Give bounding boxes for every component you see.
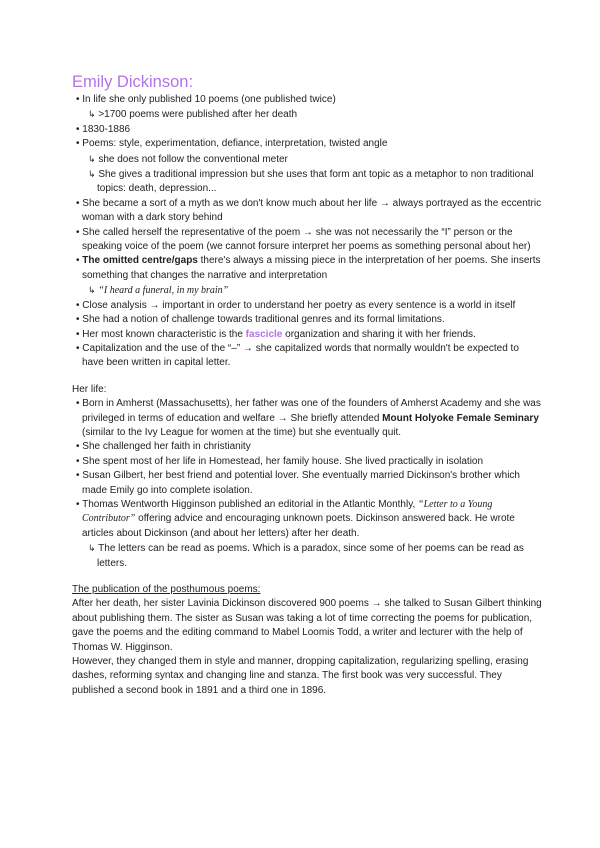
paragraph: However, they changed them in style and manner, dropping capitalization, regularizing spelling, erasing dashes, reforming syntax and changing line and stanza. The first book was very successful. They published a second book in 1891 and a third one in 1896. bbox=[72, 656, 529, 696]
list-item: • Poems: style, experimentation, defiance, interpretation, twisted angle bbox=[76, 138, 388, 150]
list-item: • The omitted centre/gaps there's always a missing piece in the interpretation of her poems. She inserts something that changes the narrative and interpretation bbox=[76, 255, 541, 281]
sub-arrow-icon: ↳ bbox=[88, 543, 96, 554]
section-heading: The publication of the posthumous poems: bbox=[72, 584, 261, 595]
list-item: • She became a sort of a myth as we don't know much about her life → always portrayed as the eccentric woman with a dark story behind bbox=[76, 197, 542, 224]
list-item: • She challenged her faith in christianity bbox=[76, 441, 251, 453]
list-item: • Born in Amherst (Massachusetts), her father was one of the founders of Amherst Academy and she was privileged in terms of education and welfare → She briefly attended Mount Holyoke Female Seminary (similar to the Ivy League for women at the time) but she eventually quit. bbox=[76, 398, 541, 438]
list-item: • Thomas Wentworth Higginson published an editorial in the Atlantic Monthly, “Letter to a Young Contributor” offering advice and encouraging unknown poets. Dickinson answered back. He wrote articles about Dickinson (and about her letters) after her death. bbox=[76, 498, 515, 539]
sub-arrow-icon: ↳ bbox=[88, 285, 96, 296]
sub-arrow-icon: ↳ bbox=[88, 169, 96, 180]
section-heading: Her life: bbox=[72, 383, 107, 395]
quote: “I heard a funeral, in my brain” bbox=[98, 285, 229, 297]
list-item: • She had a notion of challenge towards traditional genres and its formal limitations. bbox=[76, 314, 445, 326]
list-item: • Her most known characteristic is the fascicle organization and sharing it with her friends. bbox=[76, 328, 476, 340]
list-item: • Close analysis → important in order to understand her poetry as every sentence is a world in itself bbox=[76, 299, 516, 311]
list-item: • Capitalization and the use of the “–” → she capitalized words that normally wouldn't be expected to have been written in capital letter. bbox=[76, 342, 519, 369]
sub-list-item: ↳ >1700 poems were published after her death bbox=[88, 109, 298, 121]
notes-content bbox=[72, 93, 542, 698]
bold-term: The omitted centre/gaps bbox=[82, 255, 198, 267]
sub-list-item: ↳ The letters can be read as poems. Which is a paradox, since some of her poems can be read as letters. bbox=[88, 543, 524, 569]
sub-list-item: ↳ she does not follow the conventional meter bbox=[88, 153, 288, 165]
sub-list-item bbox=[72, 283, 542, 298]
sub-list-item: ↳ She gives a traditional impression but she uses that form ant topic as a metaphor to non traditional topics: death, depression... bbox=[88, 169, 534, 195]
list-item: • She called herself the representative of the poem → she was not necessarily the “I” person or the speaking voice of the poem (we cannot forsure interpret her poems as something personal about her) bbox=[76, 226, 531, 253]
sub-arrow-icon: ↳ bbox=[88, 109, 96, 120]
paragraph: After her death, her sister Lavinia Dickinson discovered 900 poems → she talked to Susan Gilbert thinking about publishing them. The sister as Susan was taking a lot of time correcting the poems for publication, gave the poems and the editing command to Mabel Loomis Todd, a writer and lecturer with the help of Thomas W. Higginson. bbox=[72, 598, 542, 653]
list-item: • She spent most of her life in Homestead, her family house. She lived practically in isolation bbox=[76, 455, 484, 467]
bold-term: Mount Holyoke Female Seminary bbox=[382, 412, 539, 424]
list-item: • Susan Gilbert, her best friend and potential lover. She eventually married Dickinson's brother which made Emily go into complete isolation. bbox=[76, 470, 520, 496]
highlight-term: fascicle bbox=[245, 328, 283, 340]
list-item: • 1830-1886 bbox=[76, 123, 131, 135]
list-item: • In life she only published 10 poems (one published twice) bbox=[76, 94, 336, 105]
sub-arrow-icon: ↳ bbox=[88, 153, 96, 164]
page-title: Emily Dickinson: bbox=[72, 73, 194, 91]
quote: “Letter to a Young Contributor” bbox=[82, 498, 493, 525]
